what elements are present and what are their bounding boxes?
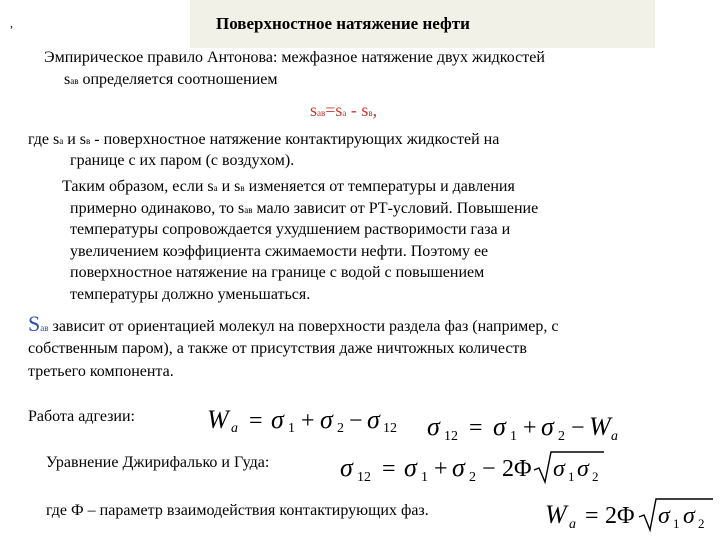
svg-text:−: − (482, 456, 496, 482)
formula-eq: =s (325, 100, 343, 120)
formula-s1: s (310, 100, 318, 120)
svg-text:σ: σ (404, 453, 417, 482)
svg-text:W: W (207, 405, 229, 434)
subscript: ав (40, 323, 49, 333)
girifalco-label: Уравнение Джирифалько и Гуда: (46, 454, 270, 471)
subscript: ав (70, 76, 79, 86)
text-fragment: где s (28, 131, 60, 148)
text-fragment: и s (217, 178, 241, 195)
svg-text:2: 2 (592, 469, 599, 484)
svg-text:σ: σ (683, 503, 695, 529)
text-fragment: и s (63, 131, 87, 148)
phi-label: где Ф – параметр взаимодействия контактирующих фаз. (46, 502, 429, 519)
svg-text:=: = (469, 415, 483, 441)
text-line-4 (28, 130, 499, 151)
svg-text:2Φ: 2Φ (605, 503, 635, 529)
svg-text:−: − (571, 415, 585, 441)
svg-text:W: W (545, 500, 567, 529)
adhesion-label: Работа адгезии: (28, 408, 135, 425)
text-line-7 (70, 199, 538, 220)
subscript: в (240, 183, 245, 193)
stray-mark: , (10, 16, 13, 30)
svg-text:W: W (589, 412, 611, 441)
text-fragment: определяется соотношением (78, 71, 278, 88)
svg-text:=: = (249, 408, 263, 434)
subscript: а (59, 136, 64, 146)
slide-title: Поверхностное натяжение нефти (216, 14, 470, 33)
subscript: в (86, 136, 91, 146)
phi-formula-svg (543, 493, 715, 535)
svg-text:1: 1 (673, 516, 680, 531)
svg-text:σ: σ (553, 456, 565, 482)
svg-text:+: + (434, 456, 448, 482)
adhesion-formula-2 (425, 405, 620, 450)
svg-text:−: − (349, 408, 363, 434)
text-fragment: примерно одинаково, то s (70, 200, 245, 217)
svg-text:+: + (523, 415, 537, 441)
svg-text:1: 1 (510, 429, 517, 444)
svg-text:σ: σ (340, 453, 353, 482)
svg-text:σ: σ (658, 503, 670, 529)
text-fragment: Таким образом, если s (62, 178, 214, 195)
svg-text:1: 1 (421, 470, 428, 485)
text-line-13: собственным паром), а также от присутствия даже ничтожных количеств (28, 340, 527, 357)
svg-text:a: a (611, 429, 618, 444)
adhesion-formula-2-svg (425, 405, 620, 445)
text-line-6 (62, 177, 515, 198)
antonov-formula (310, 100, 377, 123)
text-fragment: изменяется от температуры и давления (244, 178, 515, 195)
girifalco-formula (338, 446, 608, 493)
formula-sub2: а (342, 108, 347, 118)
svg-text:1: 1 (568, 469, 575, 484)
svg-text:2: 2 (469, 470, 476, 485)
text-fragment: мало зависит от РТ-условий. Повышение (252, 200, 539, 217)
svg-text:a: a (569, 517, 576, 532)
svg-text:2Φ: 2Φ (502, 456, 532, 482)
formula-minus: - s (346, 100, 369, 120)
text-line-14: третьего компонента. (28, 363, 174, 380)
svg-text:2: 2 (698, 516, 705, 531)
girifalco-formula-svg (338, 446, 608, 488)
svg-text:σ: σ (271, 405, 284, 434)
svg-text:+: + (301, 408, 315, 434)
adhesion-formula-1-svg (205, 398, 405, 438)
slide-title-bar (190, 0, 655, 48)
svg-text:σ: σ (320, 405, 333, 434)
svg-text:12: 12 (444, 429, 458, 444)
svg-text:1: 1 (288, 421, 295, 436)
svg-text:σ: σ (427, 412, 440, 441)
text-line-10: поверхностное натяжение на границе с водой с повышением (70, 264, 485, 281)
subscript: а (213, 183, 218, 193)
text-line-8: температуры сопровождается ухудшением растворимости газа и (70, 221, 511, 238)
text-line-12 (28, 311, 559, 338)
svg-text:=: = (585, 503, 599, 529)
svg-text:σ: σ (493, 412, 506, 441)
text-line-9: увеличением коэффициента сжимаемости нефти. Поэтому ее (70, 243, 489, 260)
adhesion-formula-1 (205, 398, 405, 443)
svg-text:=: = (382, 456, 396, 482)
text-line-1: Эмпирическое правило Антонова: межфазное натяжение двух жидкостей (44, 49, 545, 66)
subscript: ав (244, 205, 253, 215)
svg-text:2: 2 (558, 429, 565, 444)
sigma-symbol: s (64, 71, 71, 88)
phi-formula (543, 493, 715, 540)
text-line-2 (64, 70, 278, 91)
svg-text:σ: σ (452, 453, 465, 482)
svg-text:a: a (231, 421, 238, 436)
formula-sub3: в (368, 108, 373, 118)
formula-end: , (372, 100, 378, 120)
text-line-11: температуры должно уменьшаться. (70, 286, 311, 303)
text-line-5: границе с их паром (с воздухом). (70, 152, 295, 169)
svg-text:2: 2 (337, 421, 344, 436)
svg-text:σ: σ (541, 412, 554, 441)
svg-text:12: 12 (357, 470, 371, 485)
text-fragment: - поверхностное натяжение контактирующих жидкостей на (90, 131, 500, 148)
svg-text:σ: σ (367, 405, 380, 434)
text-fragment: зависит от ориентацией молекул на поверхности раздела фаз (например, с (48, 318, 559, 335)
svg-text:σ: σ (577, 456, 589, 482)
svg-text:12: 12 (383, 421, 397, 436)
sigma-symbol: S (28, 311, 41, 336)
formula-sub1: ав (317, 108, 326, 118)
